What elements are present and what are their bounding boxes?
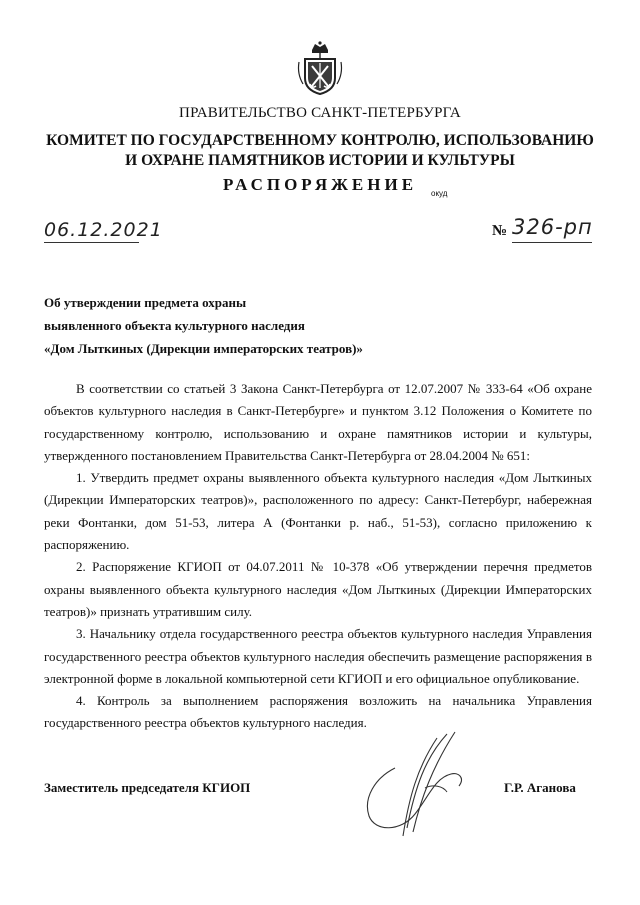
item-1-paragraph: 1. Утвердить предмет охраны выявленного объекта культурного наследия «Дом Лыткиных (Дирекции Императорских театров)», расположенного по адресу: Санкт-Петербург, набережная реки Фонтанки, дом 51-53, литера А (Фонтанки р. наб., 51-53), согласно приложению к распоряжению. [44, 470, 592, 553]
item-3-paragraph: 3. Начальнику отдела государственного реестра объектов культурного наследия Управления государственного реестра объектов культурного наследия обеспечить размещение распоряжения в электронной форме в локальной компьютерной сети КГИОП и его официальное опубликование. [44, 626, 592, 686]
document-number: 326-рп [512, 215, 593, 239]
government-heading: ПРАВИТЕЛЬСТВО САНКТ-ПЕТЕРБУРГА [179, 105, 461, 121]
document-date: 06.12.2021 [44, 219, 163, 241]
date-underline [44, 242, 139, 243]
number-sign: № [492, 223, 508, 239]
subject-line2: выявленного объекта культурного наследия [44, 318, 305, 333]
handwritten-signature-icon [355, 728, 475, 843]
signatory-position: Заместитель председателя КГИОП [44, 780, 251, 795]
subject-line1: Об утверждении предмета охраны [44, 295, 247, 310]
document-type-title: РАСПОРЯЖЕНИЕ [222, 175, 418, 194]
committee-heading-line1: КОМИТЕТ ПО ГОСУДАРСТВЕННОМУ КОНТРОЛЮ, ИСПОЛЬЗОВАНИЮ [46, 132, 594, 149]
committee-heading-line2: И ОХРАНЕ ПАМЯТНИКОВ ИСТОРИИ И КУЛЬТУРЫ [125, 152, 515, 169]
committee-heading [0, 131, 640, 171]
subject-line3: «Дом Лыткиных (Дирекции императорских театров)» [44, 341, 363, 356]
okud-label: окуд [431, 189, 448, 198]
preamble-paragraph: В соответствии со статьей 3 Закона Санкт-Петербурга от 12.07.2007 № 333-64 «Об охране объектов культурного наследия в Санкт-Петербурге» и пунктом 3.12 Положения о Комитете по государственному контролю, использованию и охране памятников истории и культуры, утвержденного постановлением Правительства Санкт-Петербурга от 28.04.2004 № 651: [44, 381, 592, 463]
document-body [44, 378, 592, 735]
document-subject [44, 291, 363, 360]
number-underline [512, 242, 592, 243]
coat-of-arms-icon [293, 40, 347, 96]
item-2-paragraph: 2. Распоряжение КГИОП от 04.07.2011 № 10-378 «Об утверждении перечня предметов охраны выявленного объекта культурного наследия «Дом Лыткиных (Дирекции Императорских театров)» признать утратившим силу. [44, 559, 592, 619]
signatory-name: Г.Р. Аганова [504, 780, 576, 795]
item-4-paragraph: 4. Контроль за выполнением распоряжения возложить на начальника Управления государственного реестра объектов культурного наследия. [44, 693, 592, 731]
